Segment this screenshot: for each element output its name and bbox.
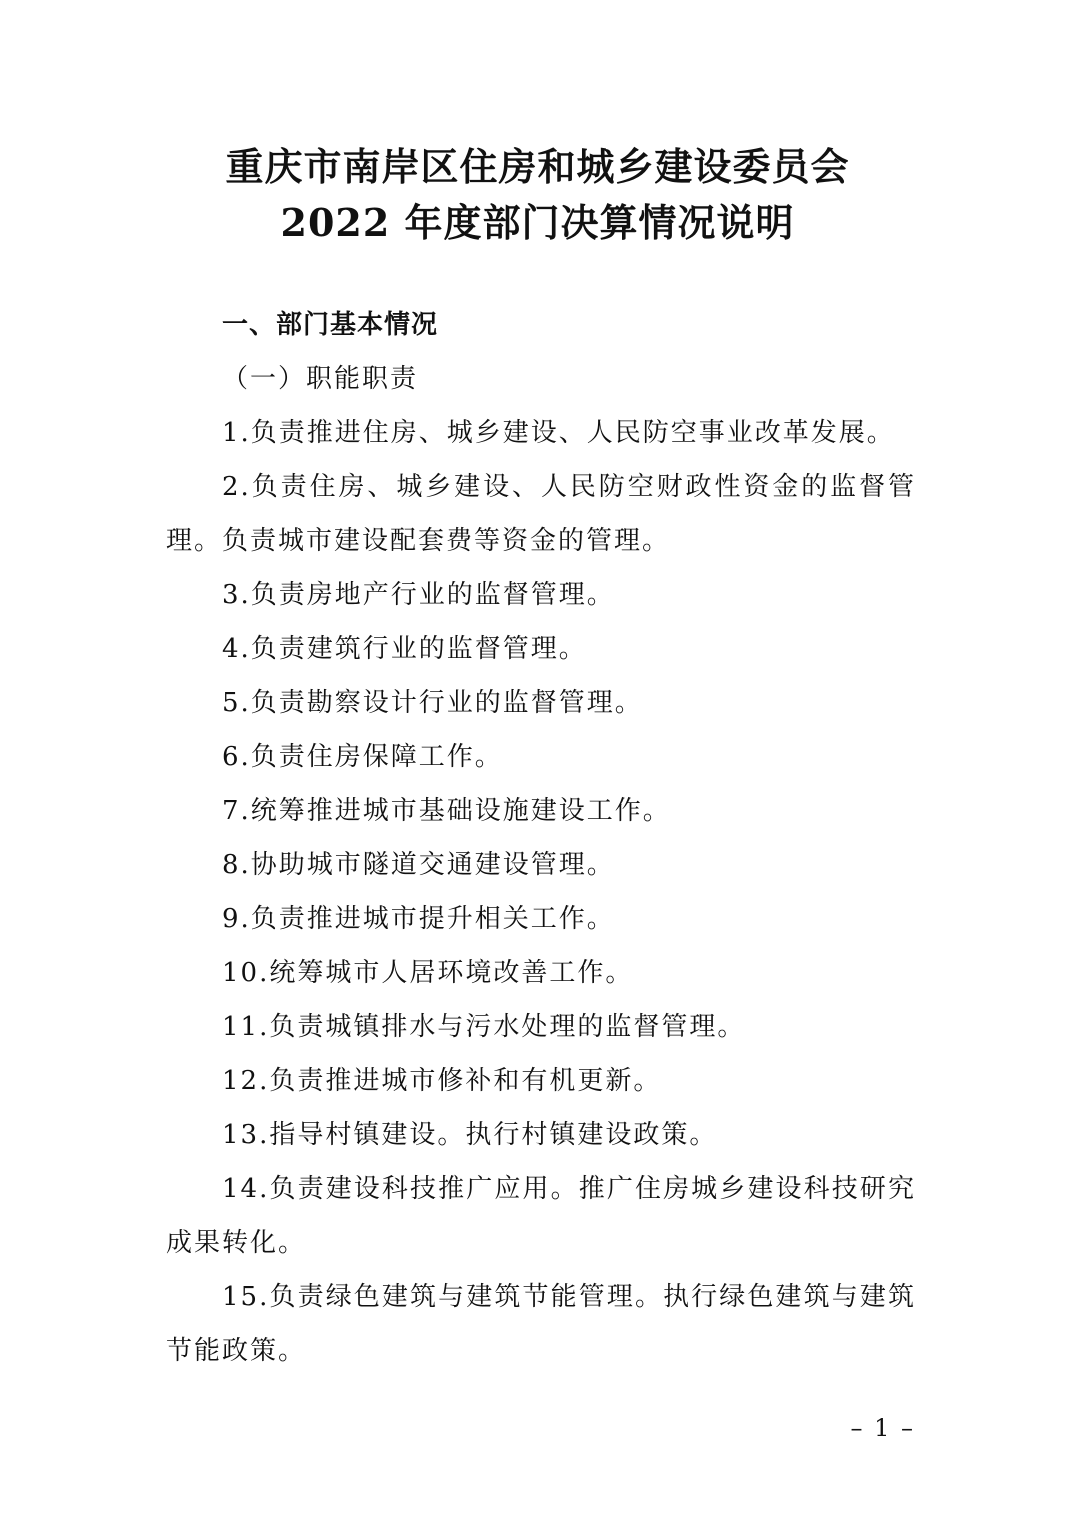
duty-item-13: 13.指导村镇建设。执行村镇建设政策。 xyxy=(222,1120,718,1150)
duty-item-5: 5.负责勘察设计行业的监督管理。 xyxy=(222,688,643,718)
duty-item-2: 2.负责住房、城乡建设、人民防空财政性资金的监督管理。负责城市建设配套费等资金的管理。 xyxy=(166,472,916,556)
document-title-line2: 2022 年度部门决算情况说明 xyxy=(280,200,795,245)
duty-item-7: 7.统筹推进城市基础设施建设工作。 xyxy=(222,796,671,826)
duty-item-9: 9.负责推进城市提升相关工作。 xyxy=(222,904,615,934)
document-title-line1: 重庆市南岸区住房和城乡建设委员会 xyxy=(225,144,850,189)
duty-item-15: 15.负责绿色建筑与建筑节能管理。执行绿色建筑与建筑节能政策。 xyxy=(166,1282,916,1366)
duty-item-4: 4.负责建筑行业的监督管理。 xyxy=(222,634,587,664)
duty-item-10: 10.统筹城市人居环境改善工作。 xyxy=(222,958,634,988)
duty-item-12: 12.负责推进城市修补和有机更新。 xyxy=(222,1066,662,1096)
subsection-heading: （一）职能职责 xyxy=(222,364,419,394)
duty-item-3: 3.负责房地产行业的监督管理。 xyxy=(222,580,615,610)
section-heading: 一、部门基本情况 xyxy=(222,310,439,340)
duty-item-6: 6.负责住房保障工作。 xyxy=(222,742,503,772)
document-body xyxy=(166,298,916,1378)
page-number: – 1 – xyxy=(850,1414,915,1442)
duty-item-11: 11.负责城镇排水与污水处理的监督管理。 xyxy=(222,1012,746,1042)
duty-item-14: 14.负责建设科技推广应用。推广住房城乡建设科技研究成果转化。 xyxy=(166,1174,916,1258)
duty-item-8: 8.协助城市隧道交通建设管理。 xyxy=(222,850,615,880)
duty-item-1: 1.负责推进住房、城乡建设、人民防空事业改革发展。 xyxy=(222,418,895,448)
